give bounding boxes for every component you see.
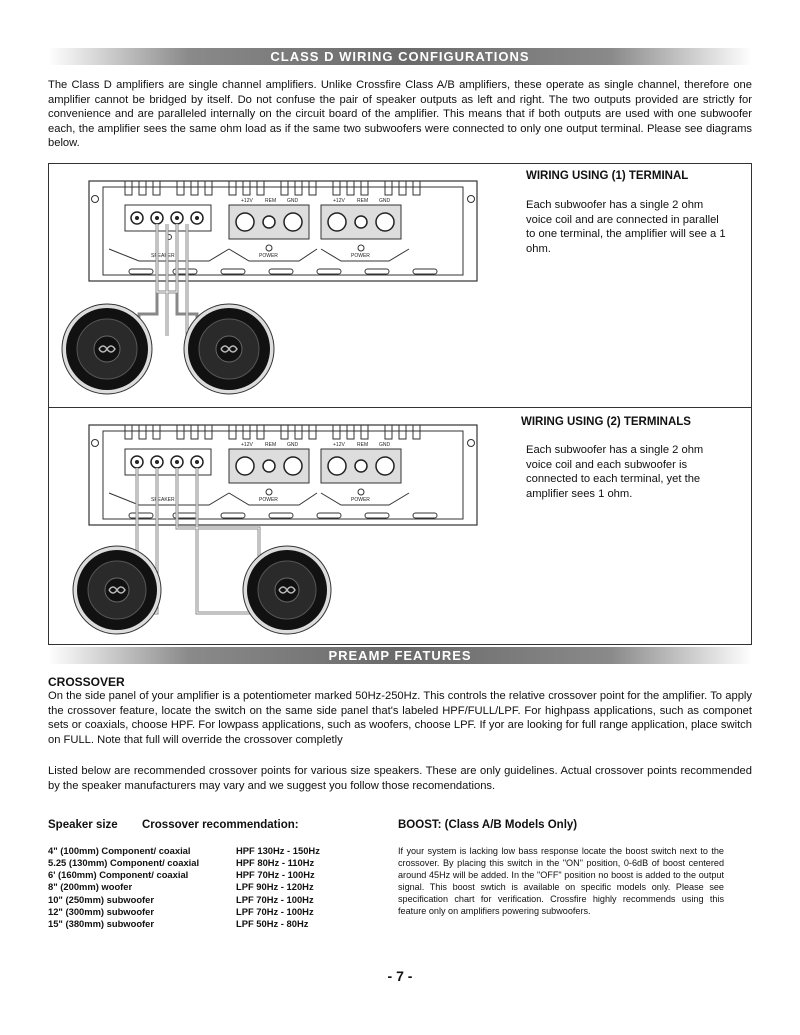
speaker-size: 6' (160mm) Component/ coaxial (48, 869, 189, 880)
label-gnd: GND (379, 442, 391, 448)
wiring-diagram-1 (59, 164, 499, 409)
label-rem: REM (357, 198, 369, 204)
label-12v: +12V (241, 198, 253, 204)
section-banner-wiring: CLASS D WIRING CONFIGURATIONS (48, 48, 752, 65)
boost-text: If your system is lacking low bass response locate the boost switch next to the crossover. By placing this switch in the "ON" position, 0-6dB of boost centered around 45Hz will be added. In the "OFF" position no boost is added to the output signal. This boost swtich is available on specific models only. Please see specification chart for verification. Crossfire highly recommends using this feature only on amplifiers powering subwoofers. (398, 846, 724, 916)
label-rem: REM (357, 442, 369, 448)
crossover-rec: LPF 90Hz - 120Hz (236, 881, 314, 892)
crossover-rec: HPF 130Hz - 150Hz (236, 845, 320, 856)
label-12v: +12V (333, 198, 345, 204)
crossover-rec: LPF 70Hz - 100Hz (236, 894, 314, 905)
wiring-config-2-box (48, 407, 752, 645)
label-gnd: GND (379, 198, 391, 204)
speaker-size: 5.25 (130mm) Component/ coaxial (48, 857, 200, 868)
label-power: POWER (259, 253, 278, 259)
speaker-size: 8" (200mm) woofer (48, 881, 133, 892)
label-power: POWER (351, 497, 370, 503)
label-speaker: SPEAKER (151, 253, 175, 259)
amplifier-illustration (89, 425, 477, 525)
label-12v: +12V (333, 442, 345, 448)
crossover-paragraph-1: On the side panel of your amplifier is a potentiometer marked 50Hz-250Hz. This controls the relative crossover point for the amplifier. To apply the crossover feature, locate the switch on the same side panel that's labeled HPF/FULL/LPF. For highpass applications, such as componet sets or coaxials, choose HPF. For lowpass applications, such as woofers, choose LPF. If yor are looking for full range application, place switch on FULL. Note that full will override the crossover completly (48, 690, 752, 746)
speaker-size: 4" (100mm) Component/ coaxial (48, 845, 191, 856)
crossover-rec: LPF 50Hz - 80Hz (236, 918, 309, 929)
config1-text: Each subwoofer has a single 2 ohm voice coil and are connected in parallel to one terminal, the amplifier will see a 1 ohm. (526, 199, 726, 255)
config2-title: WIRING USING (2) TERMINALS (521, 416, 691, 428)
config2-text: Each subwoofer has a single 2 ohm voice coil and each subwoofer is connected to each terminal, yet the amplifier sees 1 ohm. (526, 444, 704, 500)
subwoofer-icon (184, 304, 274, 394)
subwoofer-icon (243, 546, 331, 634)
subwoofer-icon (62, 304, 152, 394)
wiring-diagram-2 (59, 408, 499, 644)
crossover-paragraph-2: Listed below are recommended crossover points for various size speakers. These are only guidelines. Actual crossover points recommended by the speaker manufacturers may vary and we suggest you follow those recomendations. (48, 765, 752, 792)
label-12v: +12V (241, 442, 253, 448)
label-power: POWER (259, 497, 278, 503)
crossover-rec: LPF 70Hz - 100Hz (236, 906, 314, 917)
crossover-rec: HPF 70Hz - 100Hz (236, 869, 315, 880)
table-header-size: Speaker size (48, 819, 118, 831)
label-gnd: GND (287, 198, 299, 204)
label-power: POWER (351, 253, 370, 259)
wiring-config-1-box (48, 163, 752, 408)
crossover-heading: CROSSOVER (48, 675, 125, 689)
speaker-size: 12" (300mm) subwoofer (48, 906, 155, 917)
speaker-size: 15" (380mm) subwoofer (48, 918, 155, 929)
speaker-size: 10" (250mm) subwoofer (48, 894, 155, 905)
amplifier-illustration (89, 181, 477, 281)
label-rem: REM (265, 198, 277, 204)
table-header-recommendation: Crossover recommendation: (142, 819, 299, 831)
config1-title: WIRING USING (1) TERMINAL (526, 170, 689, 182)
crossover-rec: HPF 80Hz - 110Hz (236, 857, 315, 868)
label-rem: REM (265, 442, 277, 448)
intro-paragraph: The Class D amplifiers are single channel amplifiers. Unlike Crossfire Class A/B amplifiers, these operate as single channel, therefore one amplifier cannot be bridged by itself. Do not confuse the pair of speaker outputs as left and right. The two outputs provided are strictly for convenience and are paralleled internally on the circuit board of the amplifier. This means that if both outputs are used with one subwoofer each, the amplifier sees the same ohm load as if the same two subwoofers were connected to only one output terminal. Please see diagrams below. (48, 79, 752, 149)
page-number: - 7 - (387, 968, 413, 984)
boost-heading: BOOST: (Class A/B Models Only) (398, 819, 578, 831)
section-banner-preamp: PREAMP FEATURES (48, 647, 752, 664)
label-speaker: SPEAKER (151, 497, 175, 503)
subwoofer-icon (73, 546, 161, 634)
label-gnd: GND (287, 442, 299, 448)
